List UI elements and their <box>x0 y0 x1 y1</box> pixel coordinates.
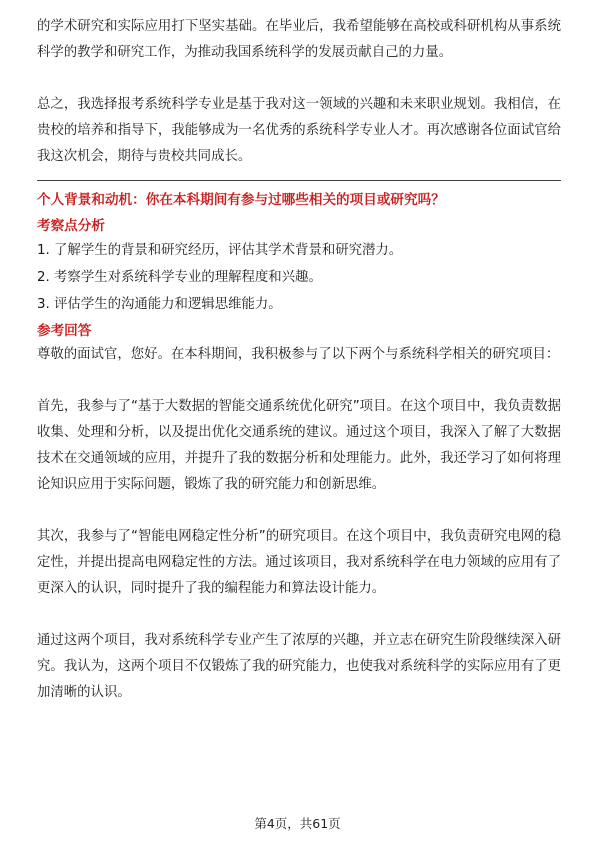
analysis-item: 2. 考察学生对系统科学专业的理解程度和兴趣。 <box>37 270 322 285</box>
intro-paragraph: 总之，我选择报考系统科学专业是基于我对这一领域的兴趣和未来职业规划。我相信，在贵校的培养和指导下，我能够成为一名优秀的系统科学专业人才。再次感谢各位面试官给我这次机会，期待与贵校共同成长。 <box>37 97 561 164</box>
analysis-heading: 考察点分析 <box>37 218 105 234</box>
analysis-item: 1. 了解学生的背景和研究经历，评估其学术背景和研究潜力。 <box>37 243 403 258</box>
paragraph-gap <box>37 368 561 394</box>
page-content <box>37 14 561 706</box>
answer-paragraph: 首先，我参与了“基于大数据的智能交通系统优化研究”项目。在这个项目中，我负责数据收集、处理和分析，以及提出优化交通系统的建议。通过这个项目，我深入了解了大数据技术在交通领域的应用，并提升了我的数据分析和处理能力。此外，我还学习了如何将理论知识应用于实际问题，锻炼了我的研究能力和创新思维。 <box>37 399 561 492</box>
answer-paragraph: 通过这两个项目，我对系统科学专业产生了浓厚的兴趣，并立志在研究生阶段继续深入研究。我认为，这两个项目不仅锻炼了我的研究能力，也使我对系统科学的实际应用有了更加清晰的认识。 <box>37 633 561 700</box>
paragraph-gap <box>37 602 561 628</box>
paragraph-gap <box>37 498 561 524</box>
paragraph-gap <box>37 66 561 92</box>
analysis-item: 3. 评估学生的沟通能力和逻辑思维能力。 <box>37 297 282 312</box>
page-number: 第4页，共61页 <box>254 816 341 831</box>
intro-paragraph: 的学术研究和实际应用打下坚实基础。在毕业后，我希望能够在高校或科研机构从事系统科学的教学和研究工作，为推动我国系统科学的发展贡献自己的力量。 <box>37 19 561 60</box>
answer-paragraph: 尊敬的面试官，您好。在本科期间，我积极参与了以下两个与系统科学相关的研究项目： <box>37 347 560 362</box>
section-divider <box>37 180 561 181</box>
answer-heading: 参考回答 <box>37 323 92 339</box>
question-title: 个人背景和动机：你在本科期间有参与过哪些相关的项目或研究吗？ <box>37 192 445 208</box>
answer-paragraph: 其次，我参与了“智能电网稳定性分析”的研究项目。在这个项目中，我负责研究电网的稳定性，并提出提高电网稳定性的方法。通过该项目，我对系统科学在电力领域的应用有了更深入的认识，同时提升了我的编程能力和算法设计能力。 <box>37 529 561 596</box>
analysis-list <box>37 237 561 318</box>
